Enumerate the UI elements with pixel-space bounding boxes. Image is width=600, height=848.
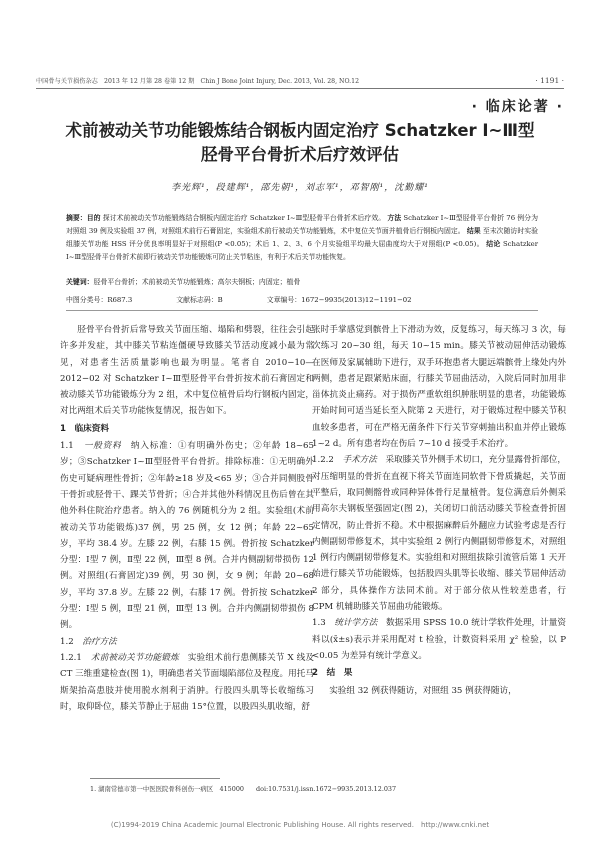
subheading-number: 1.2.1 xyxy=(60,652,82,663)
subheading-text: 统计学方法 xyxy=(334,618,378,629)
subheading-general xyxy=(60,438,314,634)
footnote-rule xyxy=(90,778,220,779)
article-title-line1: 术前被动关节功能锻炼结合钢板内固定治疗 Schatzker Ⅰ~Ⅲ型 xyxy=(65,121,535,140)
copyright-watermark: (C)1994-2019 China Academic Journal Electronic Publishing House. All rights reserved. http://www.cnki.net xyxy=(110,821,490,829)
section-heading-results: 2 结 果 xyxy=(312,668,353,679)
footnote xyxy=(90,784,406,793)
subheading-number: 1.1 xyxy=(60,441,74,452)
subheading-surgery xyxy=(312,452,566,615)
subheading-statistics xyxy=(312,615,566,664)
abstract-rule xyxy=(66,310,538,311)
subheading-text: 术前被动关节功能锻炼 xyxy=(90,652,179,663)
article-number: 文章编号：1672−9935(2013)12−1191−02 xyxy=(266,296,412,304)
running-header xyxy=(36,76,564,85)
abstract xyxy=(66,212,538,264)
section-heading-clinical: 1 临床资料 xyxy=(60,423,109,434)
doi: doi:10.7531/j.issn.1672−9935.2013.12.037 xyxy=(256,785,397,793)
header-rule xyxy=(36,88,564,89)
subheading-number: 1.2.2 xyxy=(312,455,334,466)
keywords-label: 关键词： xyxy=(66,278,94,286)
general-data-paragraph: 纳入标准：①有明确外伤史；②年龄 18~65 岁；③Schatzker Ⅰ~Ⅲ型胫骨平台骨折。排除标准：①无明确外伤史可疑病理性骨折；②年龄≥18 岁及<65 岁；③合并同侧股骨干骨折或胫骨干、踝关节骨折；④合并其他外科情况且伤后曾在其他外科住院治疗患者。纳入的 76 例随机分为 2 组。实验组(术前被动关节功能锻炼)37 例，男 25 例，女 12 例；年龄 22~65 岁，平均 38.4 岁。左膝 22 例，右膝 15 例。骨折按 Schatzker 分型：Ⅰ型 7 例，Ⅱ型 22 例，Ⅲ型 8 例。合并内侧副韧带损伤 12 例。对照组(石膏固定)39 例，男 30 例，女 9 例；年龄 20~68 岁，平均 37.8 岁。左膝 22 例，右膝 17 例。骨折按 Schatzker 分型：Ⅰ型 5 例，Ⅱ型 21 例，Ⅲ型 13 例。合并内侧副韧带损伤 8 例。 xyxy=(60,441,314,631)
authors: 李光辉¹，段建辉¹，邵先朝¹，刘志军¹，邓智刚¹，沈勤耀¹ xyxy=(171,183,429,193)
preop-paragraph-cont: 张时手掌感觉到髌骨上下滑动为效，反复练习，每天练习 3 次，每次练习 20~30 组，每天 10~15 min。膝关节被动屈伸活动锻炼在医师及家属辅助下进行，双手环抱患者大腿远端髌骨上缘处内外两侧，患者足跟紧贴床面，行膝关节屈曲活动，入院后同时加用非甾体抗炎止痛药。对于损伤严重软组织肿胀明显的患者，功能锻炼开始时间可适当延长至入院第 2 天进行，对于锻炼过程中膝关节积血较多患者，可在严格无菌条件下行关节穿刺抽出积血并停止锻炼 1~2 d。所有患者均在伤后 7~10 d 接受手术治疗。 xyxy=(312,325,566,450)
subheading-text: 一般资料 xyxy=(83,441,122,452)
left-column xyxy=(60,322,314,715)
abstract-conclusion: Schatzker Ⅰ~Ⅲ型胫骨平台骨折术前即行被动关节功能锻炼可防止关节粘连，有利于术后关节功能恢复。 xyxy=(66,240,539,262)
abstract-method: Schatzker Ⅰ~Ⅲ型胫骨平台骨折 76 例分为对照组 39 例及实验组 37 例，对照组术前行石膏固定，实验组术前行被动关节功能锻炼，术中复位关节面并植骨后行钢板内固定。 xyxy=(66,214,538,236)
abstract-label-method: 方法 xyxy=(387,214,402,222)
abstract-label-conclusion: 结论 xyxy=(486,240,501,249)
document-code: 文献标志码：B xyxy=(176,296,223,304)
surgery-paragraph: 采取膝关节外侧手术切口，充分显露骨折部位，对压缩明显的骨折在直视下将关节面连同软骨下骨质撬起，关节面平整后，取同侧髂骨或同种异体骨行足量植骨。复位满意后外侧采用高尔夫钢板坚强固定(图 2)，关闭切口前活动膝关节检查骨折固定情况，防止骨折不稳。术中根据麻醉后外翻应力试验考虑是否行内侧副韧带修复术，其中实验组 2 例行内侧副韧带修复术，对照组 1 例行内侧副韧带修复术。实验组和对照组拔除引流管后第 1 天开始进行膝关节功能锻炼，包括股四头肌等长收缩、膝关节屈伸活动 2 部分，具体操作方法同术前。对于部分依从性较差患者，行 CPM 机辅助膝关节屈曲功能锻炼。 xyxy=(312,455,566,613)
page-number: · 1191 · xyxy=(535,76,564,85)
keywords xyxy=(66,276,538,289)
abstract-result: 至末次随访时实验组膝关节功能 HSS 评分优良率明显好于对照组(P <0.05)；术后 1、2、3、6 个月实验组平均最大屈曲度均大于对照组(P <0.05)。 xyxy=(66,227,538,249)
subheading-number: 1.2 xyxy=(60,636,74,647)
article-title-line2: 胫骨平台骨折术后疗效评估 xyxy=(201,145,399,164)
abstract-label-result: 结果 xyxy=(466,227,481,236)
abstract-purpose: 探讨术前被动关节功能锻炼结合钢板内固定治疗 Schatzker Ⅰ~Ⅲ型胫骨平台骨折术后疗效。 xyxy=(102,214,386,222)
preop-paragraph: 实验组术前行患侧膝关节 X 线及 CT 三维重建检查(图 1)，明确患者关节面塌陷部位及程度。用托马斯架抬高患肢并使用脱水剂利于消肿。行股四头肌等长收缩练习时，取仰卧位，膝关节静止于屈曲 15°位置，以股四头肌收缩，舒 xyxy=(60,652,314,712)
classification-meta xyxy=(66,294,538,306)
journal-citation: 中国骨与关节损伤杂志 2013 年 12 月第 28 卷第 12 期 Chin J Bone Joint Injury, Dec. 2013, Vol. 28, NO.12 xyxy=(36,78,360,85)
subheading-text: 治疗方法 xyxy=(82,636,117,647)
intro-paragraph: 胫骨平台骨折后常导致关节面压缩、塌陷和劈裂，往往会引起许多并发症，其中膝关节粘连僵硬导致膝关节活动度减小最为常见，对患者生活质量影响也最为明显。笔者自 2010−10—2012−02 对 Schatzker Ⅰ~Ⅲ型胫骨平台骨折按术前石膏固定和被动膝关节功能锻炼分为 2 组，术中复位植骨后均行钢板内固定，对比两组术后关节功能恢复情况，报告如下。 xyxy=(60,325,314,417)
subheading-treatment xyxy=(60,634,314,650)
clc-number: 中图分类号：R687.3 xyxy=(66,296,133,304)
affiliation: 1. 湖南常德市第一中医医院骨科创伤一病区 415000 xyxy=(90,785,244,793)
abstract-label-purpose: 摘要：目的 xyxy=(66,214,101,222)
subheading-text: 手术方法 xyxy=(342,455,377,466)
right-column xyxy=(312,322,566,699)
statistics-paragraph: 数据采用 SPSS 10.0 统计学软件处理，计量资料以(x̄±s)表示并采用配对 t 检验，计数资料采用 χ² 检验，以 P <0.05 为差异有统计学意义。 xyxy=(312,618,566,661)
section-tag: · 临床论著 · xyxy=(471,99,564,115)
results-paragraph: 实验组 32 例获得随访，对照组 35 例获得随访， xyxy=(329,685,517,696)
subheading-number: 1.3 xyxy=(312,618,326,629)
subheading-preop xyxy=(60,650,314,715)
keywords-text: 胫骨平台骨折；术前被动关节功能锻炼；高尔夫钢板；内固定；植骨 xyxy=(93,278,301,286)
